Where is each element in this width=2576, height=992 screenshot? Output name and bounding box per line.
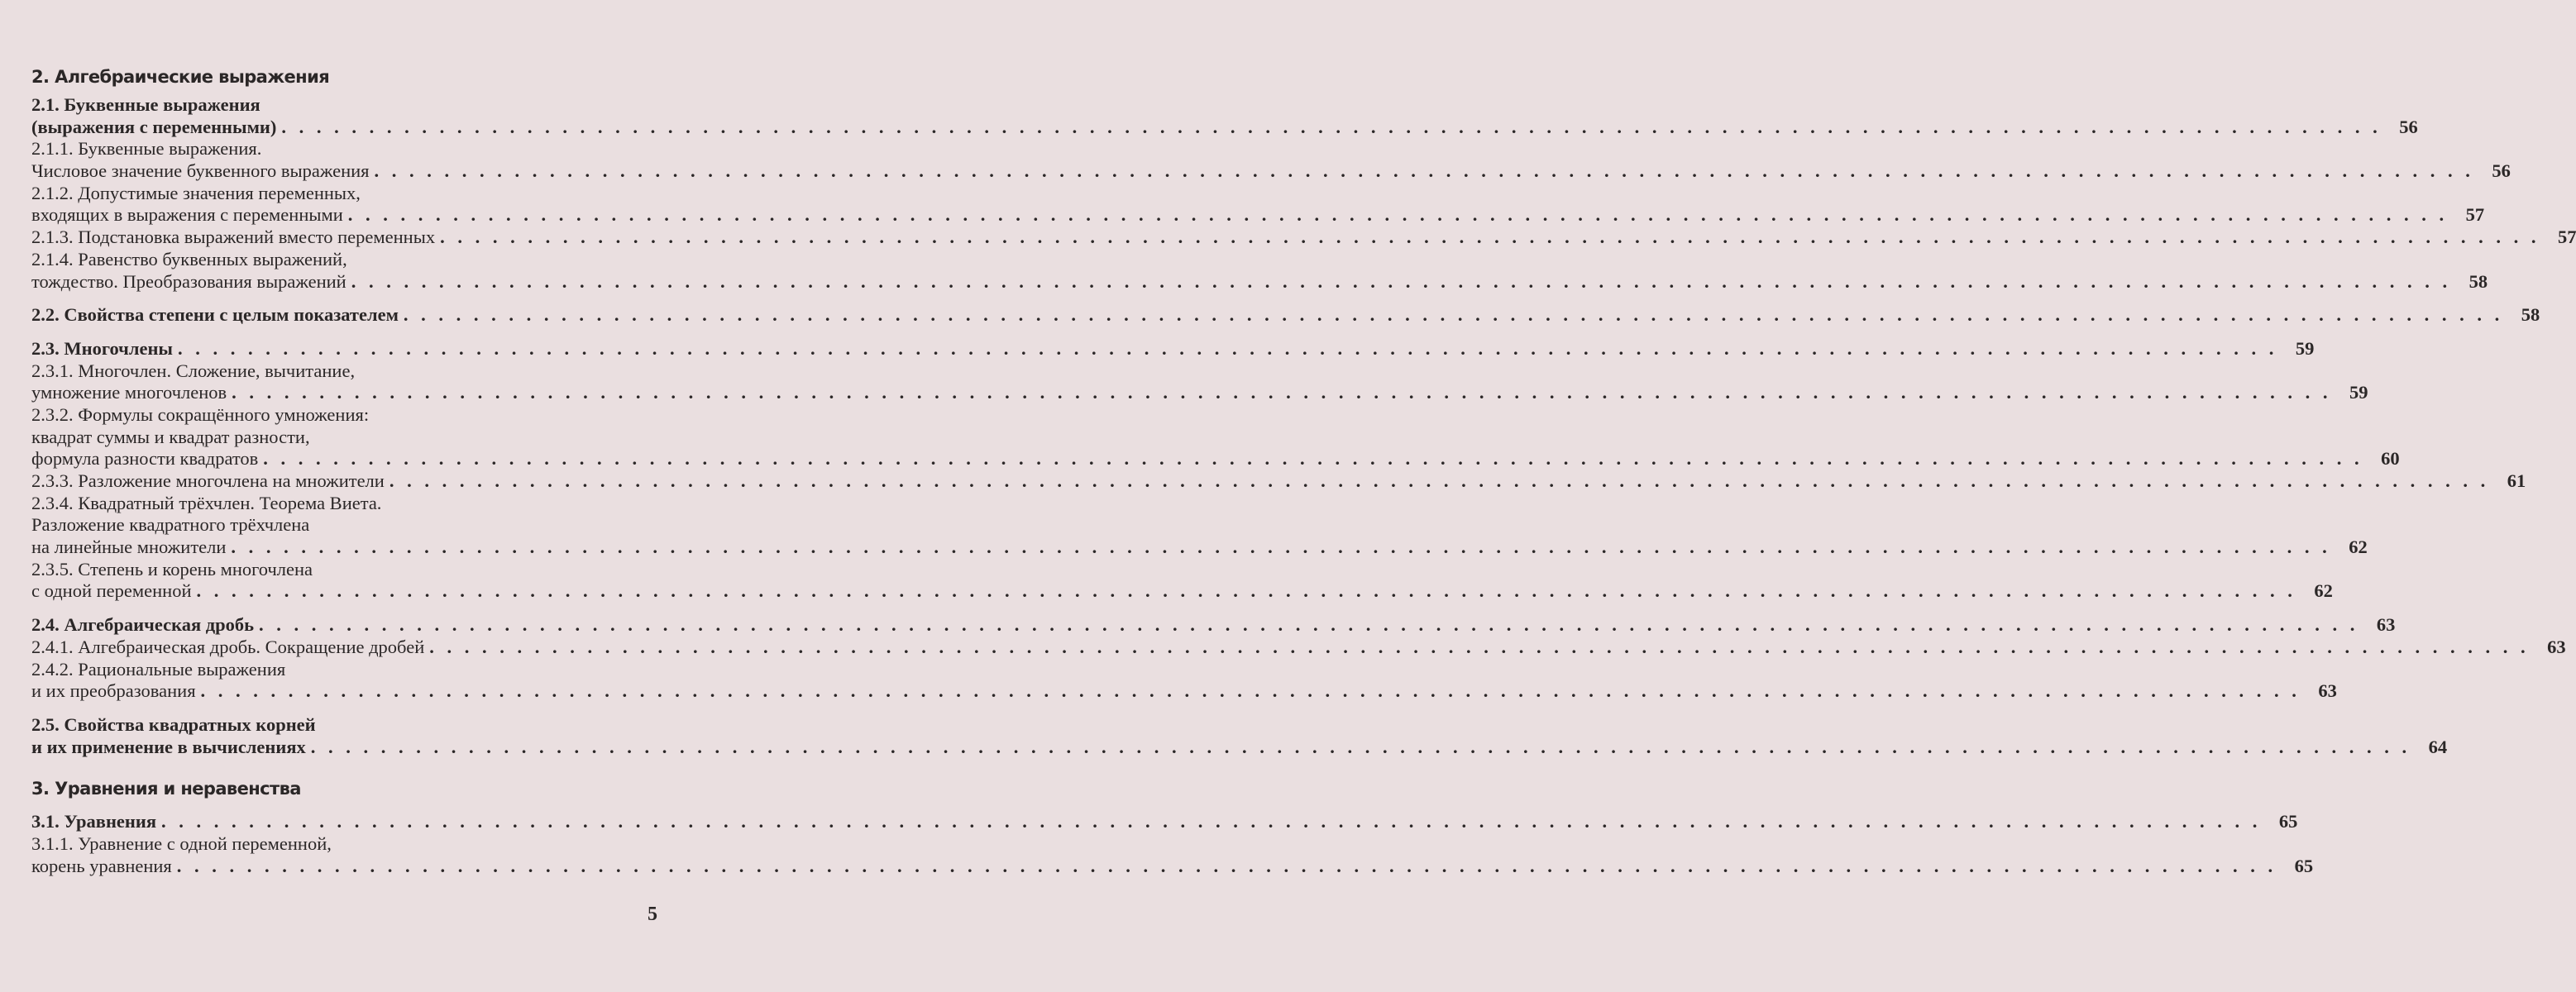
toc-page-number: 60 xyxy=(2381,448,2400,470)
dot-leader: . . . . . . . . . . . . . . . . . . . . . . . . . . . . . . . . . . . . . . . . . . . . . . . . . . . . . . . . . . . . . . . . . . . . . . . . . . . . . . . . . . . . . . . . . . . . . . . . . . . . . . . . . . . . . . . . . . . . . . . . xyxy=(347,204,2449,226)
toc-entry[interactable] xyxy=(31,658,2337,703)
toc-entry-title: умножение многочленов xyxy=(31,382,227,403)
dot-leader: . . . . . . . . . . . . . . . . . . . . . . . . . . . . . . . . . . . . . . . . . . . . . . . . . . . . . . . . . . . . . . . . . . . . . . . . . . . . . . . . . . . . . . . . . . . . . . . . . . . . . . . . . . . . . . . . . . . . . . . . xyxy=(440,227,2540,248)
toc-page-number: 63 xyxy=(2376,614,2396,636)
toc-entry-line xyxy=(31,736,2448,759)
toc-page-number: 57 xyxy=(2557,227,2576,248)
toc-entry[interactable] xyxy=(31,403,2400,470)
toc-page-number: 65 xyxy=(2294,855,2314,876)
toc-entry-line xyxy=(31,227,2576,249)
toc-entry-title: с одной переменной xyxy=(31,580,192,602)
toc-entry-line xyxy=(31,833,657,856)
toc-entry-title: тождество. Преобразования выражений xyxy=(31,270,346,292)
toc-entry-line xyxy=(31,382,2368,404)
toc-entry-title: 2.4. Алгебраическая дробь xyxy=(31,614,255,636)
dot-leader: . . . . . . . . . . . . . . . . . . . . . . . . . . . . . . . . . . . . . . . . . . . . . . . . . . . . . . . . . . . . . . . . . . . . . . . . . . . . . . . . . . . . . . . . . . . . . . . . . . . . . . . . . . . . . . . . . . . . . . . . xyxy=(374,160,2474,182)
toc-entry-line xyxy=(31,493,657,515)
dot-leader: . . . . . . . . . . . . . . . . . . . . . . . . . . . . . . . . . . . . . . . . . . . . . . . . . . . . . . . . . . . . . . . . . . . . . . . . . . . . . . . . . . . . . . . . . . . . . . . . . . . . . . . . . . . . . . . . . . . . . . . . xyxy=(176,855,2277,876)
dot-leader: . . . . . . . . . . . . . . . . . . . . . . . . . . . . . . . . . . . . . . . . . . . . . . . . . . . . . . . . . . . . . . . . . . . . . . . . . . . . . . . . . . . . . . . . . . . . . . . . . . . . . . . . . . . . . . . . . . . . . . . . xyxy=(389,470,2490,491)
toc-page-number: 63 xyxy=(2547,636,2566,657)
toc-entry-title: и их применение в вычислениях xyxy=(31,736,306,757)
dot-leader: . . . . . . . . . . . . . . . . . . . . . . . . . . . . . . . . . . . . . . . . . . . . . . . . . . . . . . . . . . . . . . . . . . . . . . . . . . . . . . . . . . . . . . . . . . . . . . . . . . . . . . . . . . . . . . . . . . . . . . . . xyxy=(161,811,2262,832)
page-number: 5 xyxy=(648,904,657,925)
toc-entry-line xyxy=(31,636,2566,659)
toc-entry[interactable] xyxy=(31,811,2298,833)
dot-leader: . . . . . . . . . . . . . . . . . . . . . . . . . . . . . . . . . . . . . . . . . . . . . . . . . . . . . . . . . . . . . . . . . . . . . . . . . . . . . . . . . . . . . . . . . . . . . . . . . . . . . . . . . . . . . . . . . . . . . . . . xyxy=(403,304,2504,326)
toc-entry-title: 2.3.1. Многочлен. Сложение, вычитание, xyxy=(31,360,356,381)
toc-entry-line xyxy=(31,249,657,271)
toc-entry-title: 2.1. Буквенные выражения xyxy=(31,94,260,115)
dot-leader: . . . . . . . . . . . . . . . . . . . . . . . . . . . . . . . . . . . . . . . . . . . . . . . . . . . . . . . . . . . . . . . . . . . . . . . . . . . . . . . . . . . . . . . . . . . . . . . . . . . . . . . . . . . . . . . . . . . . . . . . xyxy=(196,580,2296,602)
table-of-contents xyxy=(31,64,2576,877)
toc-entry-line xyxy=(31,470,2526,493)
toc-entry-line xyxy=(31,270,2488,293)
dot-leader: . . . . . . . . . . . . . . . . . . . . . . . . . . . . . . . . . . . . . . . . . . . . . . . . . . . . . . . . . . . . . . . . . . . . . . . . . . . . . . . . . . . . . . . . . . . . . . . . . . . . . . . . . . . . . . . . . . . . . . . . xyxy=(232,382,2332,403)
dot-leader: . . . . . . . . . . . . . . . . . . . . . . . . . . . . . . . . . . . . . . . . . . . . . . . . . . . . . . . . . . . . . . . . . . . . . . . . . . . . . . . . . . . . . . . . . . . . . . . . . . . . . . . . . . . . . . . . . . . . . . . . xyxy=(231,537,2331,558)
toc-entry[interactable] xyxy=(31,304,2540,327)
dot-leader: . . . . . . . . . . . . . . . . . . . . . . . . . . . . . . . . . . . . . . . . . . . . . . . . . . . . . . . . . . . . . . . . . . . . . . . . . . . . . . . . . . . . . . . . . . . . . . . . . . . . . . . . . . . . . . . . . . . . . . . . xyxy=(259,614,2359,636)
toc-entry-title: корень уравнения xyxy=(31,855,172,876)
toc-entry-line xyxy=(31,160,2511,183)
toc-entry[interactable] xyxy=(31,94,2418,138)
toc-entry-line xyxy=(31,855,2314,878)
toc-entry-line xyxy=(31,116,2418,139)
toc-entry-title: на линейные множители xyxy=(31,537,227,558)
toc-entry[interactable] xyxy=(31,360,2368,404)
toc-entry-line xyxy=(31,427,657,449)
toc-entry-line xyxy=(31,404,657,427)
toc-page-number: 56 xyxy=(2399,116,2418,137)
toc-entry-title: 2.3.3. Разложение многочлена на множители xyxy=(31,470,385,491)
toc-entry-line xyxy=(31,614,2396,637)
toc-entry-line xyxy=(31,183,657,205)
toc-entry-line xyxy=(31,94,657,117)
toc-entry-title: 2.3.5. Степень и корень многочлена xyxy=(31,558,313,579)
toc-entry-line xyxy=(31,680,2337,703)
toc-page-number: 57 xyxy=(2465,204,2485,226)
toc-page-number: 62 xyxy=(2314,580,2333,602)
toc-page-number: 63 xyxy=(2318,680,2337,702)
dot-leader: . . . . . . . . . . . . . . . . . . . . . . . . . . . . . . . . . . . . . . . . . . . . . . . . . . . . . . . . . . . . . . . . . . . . . . . . . . . . . . . . . . . . . . . . . . . . . . . . . . . . . . . . . . . . . . . . . . . . . . . . xyxy=(177,337,2278,359)
toc-entry-title: 2.3.4. Квадратный трёхчлен. Теорема Виета. xyxy=(31,492,382,513)
toc-entry-title: 2.5. Свойства квадратных корней xyxy=(31,713,316,735)
dot-leader: . . . . . . . . . . . . . . . . . . . . . . . . . . . . . . . . . . . . . . . . . . . . . . . . . . . . . . . . . . . . . . . . . . . . . . . . . . . . . . . . . . . . . . . . . . . . . . . . . . . . . . . . . . . . . . . . . . . . . . . . xyxy=(429,636,2530,657)
toc-entry[interactable] xyxy=(31,636,2566,659)
toc-entry-line xyxy=(31,514,657,537)
section-heading: 2. Алгебраические выражения xyxy=(31,67,330,87)
toc-entry[interactable] xyxy=(31,227,2576,249)
toc-entry-title: квадрат суммы и квадрат разности, xyxy=(31,426,310,447)
toc-page-number: 62 xyxy=(2349,537,2368,558)
toc-entry-line xyxy=(31,580,2333,603)
toc-entry[interactable] xyxy=(31,470,2526,493)
toc-entry-title: 2.2. Свойства степени с целым показателем xyxy=(31,304,399,326)
toc-entry[interactable] xyxy=(31,713,2448,758)
toc-entry[interactable] xyxy=(31,248,2488,293)
toc-entry-line xyxy=(31,360,657,383)
toc-page-number: 58 xyxy=(2521,304,2540,326)
dot-leader: . . . . . . . . . . . . . . . . . . . . . . . . . . . . . . . . . . . . . . . . . . . . . . . . . . . . . . . . . . . . . . . . . . . . . . . . . . . . . . . . . . . . . . . . . . . . . . . . . . . . . . . . . . . . . . . . . . . . . . . . xyxy=(351,270,2452,292)
toc-entry[interactable] xyxy=(31,558,2333,603)
toc-entry-title: 2.1.4. Равенство буквенных выражений, xyxy=(31,248,347,269)
toc-entry-title: 2.1.2. Допустимые значения переменных, xyxy=(31,182,361,203)
toc-entry-title: 2.3.2. Формулы сокращённого умножения: xyxy=(31,403,370,425)
toc-entry-title: Разложение квадратного трёхчлена xyxy=(31,514,310,536)
toc-entry-title: 3.1.1. Уравнение с одной переменной, xyxy=(31,832,332,854)
toc-entry-line xyxy=(31,811,2298,833)
toc-entry-line xyxy=(31,659,657,681)
toc-entry-line xyxy=(31,448,2400,470)
dot-leader: . . . . . . . . . . . . . . . . . . . . . . . . . . . . . . . . . . . . . . . . . . . . . . . . . . . . . . . . . . . . . . . . . . . . . . . . . . . . . . . . . . . . . . . . . . . . . . . . . . . . . . . . . . . . . . . . . . . . . . . . xyxy=(281,116,2382,137)
toc-entry-title: 2.1.3. Подстановка выражений вместо переменных xyxy=(31,227,436,248)
section-heading: 3. Уравнения и неравенства xyxy=(31,779,301,799)
toc-entry[interactable] xyxy=(31,182,2485,227)
toc-entry-title: 2.3. Многочлены xyxy=(31,337,173,359)
toc-entry-title: 2.4.2. Рациональные выражения xyxy=(31,658,286,680)
toc-entry[interactable] xyxy=(31,832,2314,877)
toc-entry-line xyxy=(31,337,2315,360)
dot-leader: . . . . . . . . . . . . . . . . . . . . . . . . . . . . . . . . . . . . . . . . . . . . . . . . . . . . . . . . . . . . . . . . . . . . . . . . . . . . . . . . . . . . . . . . . . . . . . . . . . . . . . . . . . . . . . . . . . . . . . . . xyxy=(310,736,2411,757)
toc-entry[interactable] xyxy=(31,138,2511,182)
toc-entry-title: 3.1. Уравнения xyxy=(31,811,157,832)
toc-page-number: 64 xyxy=(2428,736,2448,757)
toc-entry[interactable] xyxy=(31,492,2368,559)
toc-page-number: 58 xyxy=(2468,270,2488,292)
toc-entry-title: Числовое значение буквенного выражения xyxy=(31,160,370,182)
toc-entry-title: формула разности квадратов xyxy=(31,448,259,470)
toc-entry-line xyxy=(31,714,657,737)
toc-page-number: 59 xyxy=(2349,382,2368,403)
toc-entry-title: входящих в выражения с переменными xyxy=(31,204,343,226)
toc-entry-title: (выражения с переменными) xyxy=(31,116,277,137)
toc-entry-line xyxy=(31,304,2540,327)
toc-entry-title: 2.4.1. Алгебраическая дробь. Сокращение дробей xyxy=(31,636,425,657)
toc-page-number: 61 xyxy=(2507,470,2526,491)
dot-leader: . . . . . . . . . . . . . . . . . . . . . . . . . . . . . . . . . . . . . . . . . . . . . . . . . . . . . . . . . . . . . . . . . . . . . . . . . . . . . . . . . . . . . . . . . . . . . . . . . . . . . . . . . . . . . . . . . . . . . . . . xyxy=(263,448,2363,470)
toc-entry-line xyxy=(31,537,2368,559)
toc-page-number: 59 xyxy=(2295,337,2315,359)
toc-page-number: 56 xyxy=(2492,160,2511,182)
toc-entry-line xyxy=(31,138,657,160)
toc-page-number: 65 xyxy=(2278,811,2298,832)
toc-entry-title: 2.1.1. Буквенные выражения. xyxy=(31,138,262,160)
toc-entry-line xyxy=(31,204,2485,227)
toc-entry[interactable] xyxy=(31,614,2396,637)
toc-entry[interactable] xyxy=(31,337,2315,360)
dot-leader: . . . . . . . . . . . . . . . . . . . . . . . . . . . . . . . . . . . . . . . . . . . . . . . . . . . . . . . . . . . . . . . . . . . . . . . . . . . . . . . . . . . . . . . . . . . . . . . . . . . . . . . . . . . . . . . . . . . . . . . . xyxy=(200,680,2301,702)
toc-entry-line xyxy=(31,559,657,581)
toc-entry-title: и их преобразования xyxy=(31,680,196,702)
